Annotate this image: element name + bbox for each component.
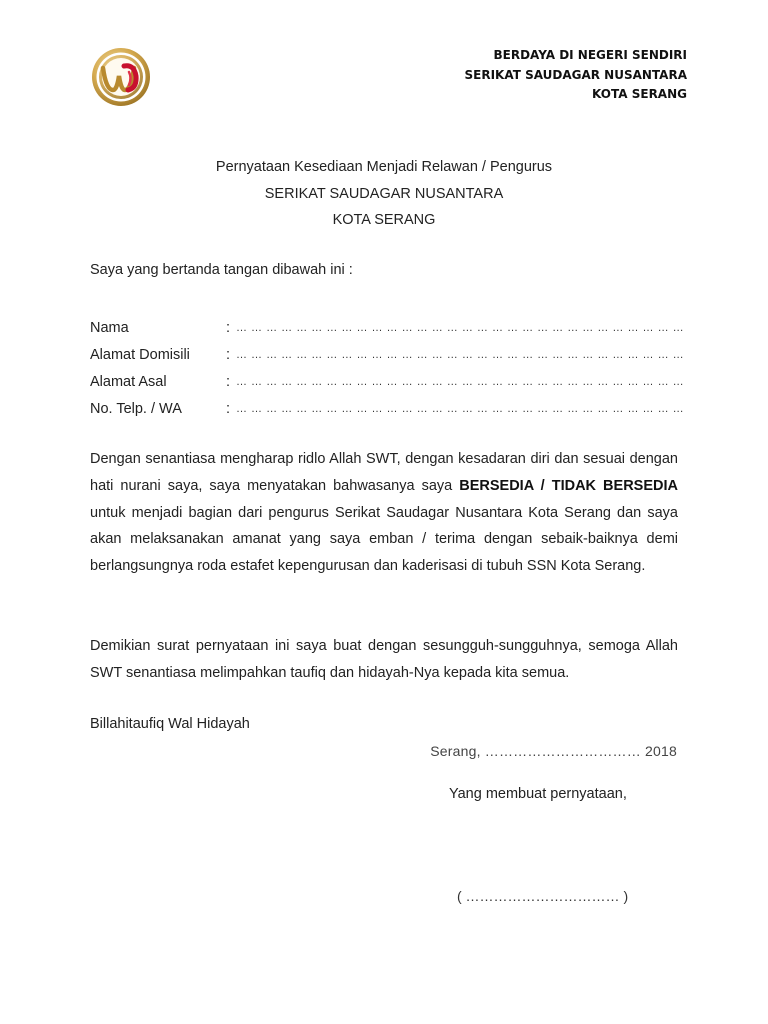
signature-blank: ( …………………………… ) [457, 888, 629, 904]
bersedia-option: BERSEDIA [459, 477, 534, 494]
statement-paragraph [90, 446, 678, 580]
field-colon: : [226, 400, 231, 417]
field-telp-wa [90, 395, 684, 422]
organization-logo [90, 46, 152, 108]
tidak-bersedia-option: TIDAK BERSEDIA [551, 477, 678, 494]
title-line-2: SERIKAT SAUDAGAR NUSANTARA [264, 185, 504, 202]
field-label: No. Telp. / WA [90, 400, 182, 417]
identity-fields [90, 314, 684, 422]
option-separator: / [533, 477, 552, 494]
field-nama [90, 314, 684, 341]
organization-header [465, 46, 688, 105]
field-alamat-domisili [90, 341, 684, 368]
org-tagline: BERDAYA DI NEGERI SENDIRI [493, 48, 687, 62]
org-city: KOTA SERANG [592, 87, 687, 101]
org-name: SERIKAT SAUDAGAR NUSANTARA [464, 67, 687, 82]
field-colon: : [226, 346, 231, 363]
statement-text-1: Dengan senantiasa mengharap ridlo Allah SWT, dengan kesadaran diri dan sesuai dengan hati nurani saya, saya menyatakan bahwasanya saya [90, 451, 678, 494]
document-title [0, 154, 768, 234]
field-blank: … … … … … … … … … … … … … … … … … … … … … … … … … … … … … … [236, 348, 685, 361]
field-blank: … … … … … … … … … … … … … … … … … … … … … … … … … … … … … … [236, 321, 685, 334]
statement-text-2: untuk menjadi bagian dari pengurus Serikat Saudagar Nusantara Kota Serang dan saya akan melaksanakan amanat yang saya emban / terima dengan sebaik-baiknya demi berlangsungnya roda estafet kepengurusan dan kaderisasi di tubuh SSN Kota Serang. [90, 504, 678, 575]
field-alamat-asal [90, 368, 684, 395]
intro-text: Saya yang bertanda tangan dibawah ini : [90, 262, 353, 278]
closing-paragraph: Demikian surat pernyataan ini saya buat dengan sesungguh-sungguhnya, semoga Allah SWT senantiasa melimpahkan taufiq dan hidayah-Nya kepada kita semua. [90, 638, 678, 681]
field-blank: … … … … … … … … … … … … … … … … … … … … … … … … … … … … … … [236, 402, 685, 415]
field-blank: … … … … … … … … … … … … … … … … … … … … … … … … … … … … … … [236, 375, 685, 388]
field-colon: : [226, 319, 231, 336]
title-line-3: KOTA SERANG [332, 212, 436, 228]
field-label: Nama [90, 319, 129, 336]
title-line-1: Pernyataan Kesediaan Menjadi Relawan / Pengurus [215, 159, 553, 175]
field-label: Alamat Domisili [90, 346, 190, 363]
place-date: Serang, …………………………… 2018 [430, 743, 677, 759]
closing-salutation: Billahitaufiq Wal Hidayah [90, 716, 250, 732]
field-colon: : [226, 373, 231, 390]
field-label: Alamat Asal [90, 373, 167, 390]
maker-label: Yang membuat pernyataan, [449, 786, 627, 802]
